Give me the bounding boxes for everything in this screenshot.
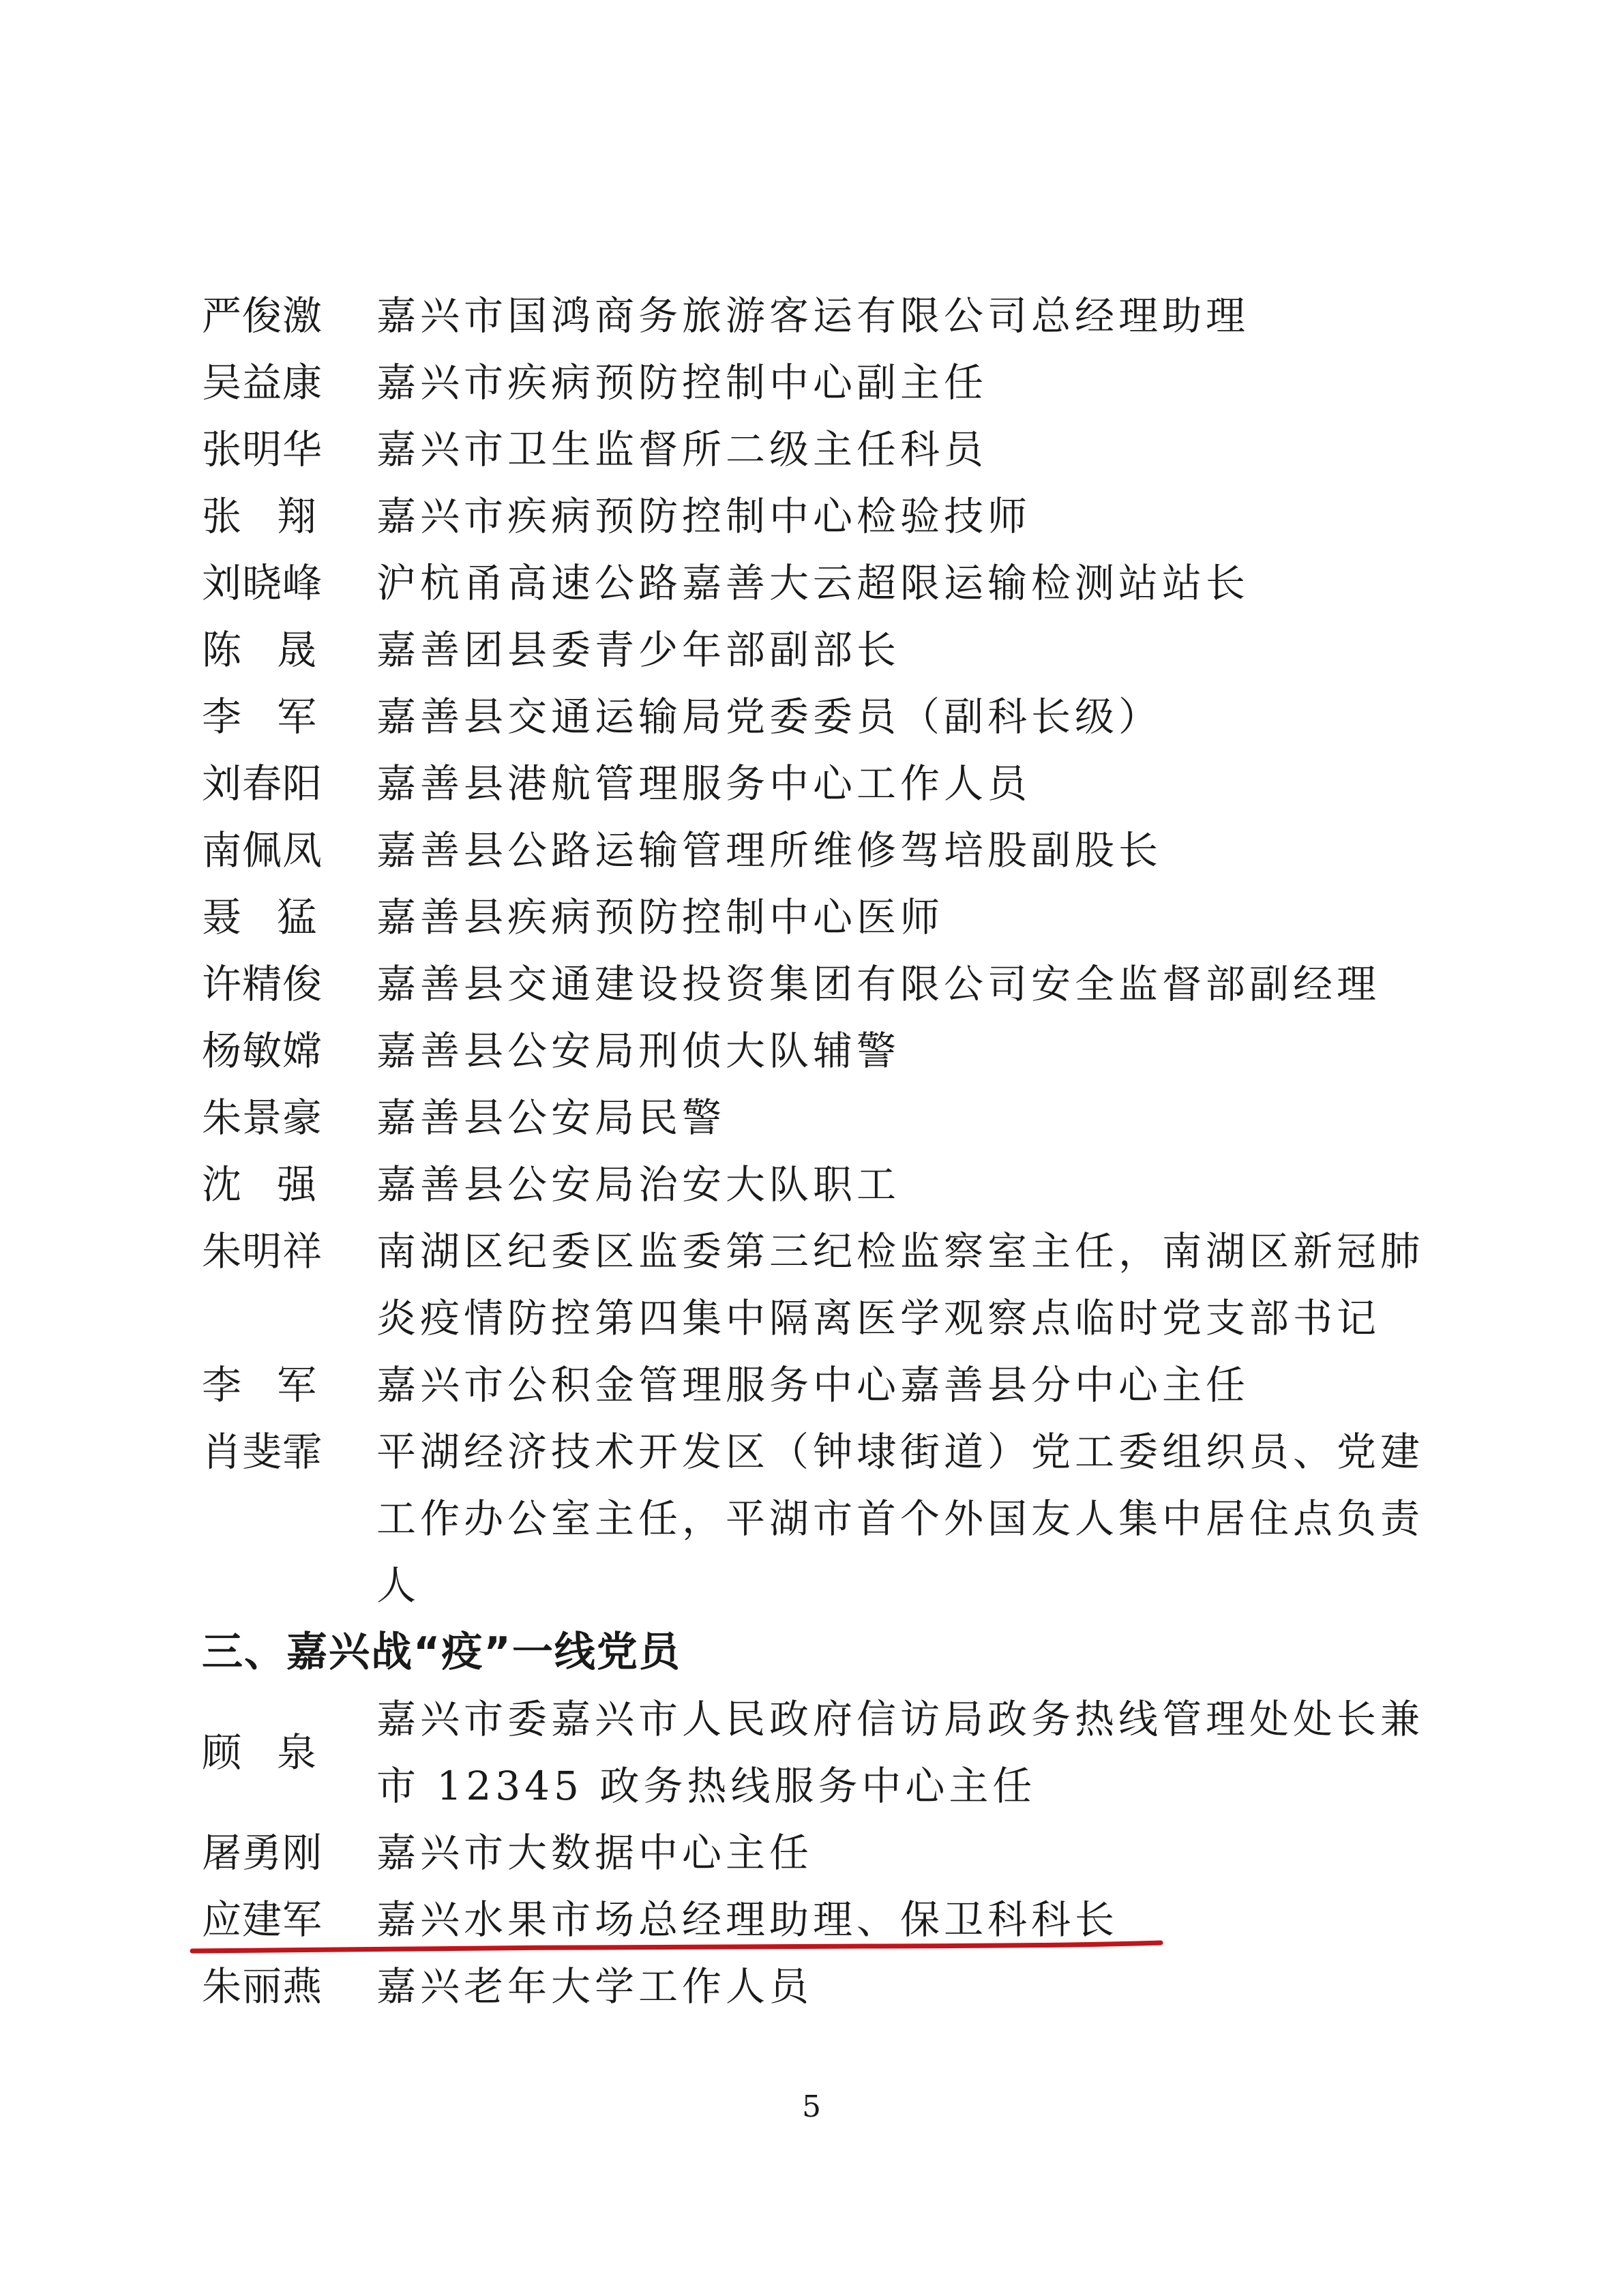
list-item-continuation — [0, 1753, 1623, 1819]
person-title: 嘉兴市国鸿商务旅游客运有限公司总经理助理 — [376, 293, 1250, 339]
person-name: 李军 — [202, 1362, 353, 1408]
person-name: 严俊激 — [202, 293, 323, 339]
person-name: 张明华 — [202, 426, 323, 473]
section-heading: 三、嘉兴战“疫”一线党员 — [202, 1628, 681, 1676]
list-item — [0, 616, 1623, 683]
person-title: 嘉兴市大数据中心主任 — [376, 1830, 814, 1876]
list-item — [0, 1218, 1623, 1285]
person-title: 嘉兴水果市场总经理助理、保卫科科长 — [376, 1896, 1119, 1943]
list-item — [0, 349, 1623, 416]
list-item — [0, 1819, 1623, 1886]
list-item — [0, 750, 1623, 817]
person-title: 嘉兴市卫生监督所二级主任科员 — [376, 426, 988, 473]
person-title: 嘉善县公路运输管理所维修驾培股副股长 — [376, 827, 1163, 874]
person-name: 屠勇刚 — [202, 1830, 323, 1876]
list-item — [0, 282, 1623, 349]
person-title: 南湖区纪委区监委第三纪检监察室主任，南湖区新冠肺 — [376, 1228, 1425, 1274]
person-name: 应建军 — [202, 1896, 323, 1943]
person-title: 嘉兴市疾病预防控制中心副主任 — [376, 359, 988, 406]
person-title: 嘉善县公安局民警 — [376, 1094, 726, 1141]
person-name: 刘晓峰 — [202, 560, 323, 606]
person-name: 朱丽燕 — [202, 1963, 323, 2010]
person-title: 工作办公室主任，平湖市首个外国友人集中居住点负责 — [376, 1495, 1425, 1542]
person-title: 嘉兴市委嘉兴市人民政府信访局政务热线管理处处长兼 — [376, 1696, 1425, 1742]
person-title: 嘉善团县委青少年部副部长 — [376, 627, 901, 673]
person-name: 吴益康 — [202, 359, 323, 406]
person-name: 许精俊 — [202, 961, 323, 1007]
list-item-continuation — [0, 1552, 1623, 1619]
person-title: 炎疫情防控第四集中隔离医学观察点临时党支部书记 — [376, 1295, 1381, 1341]
person-name: 肖斐霏 — [202, 1429, 323, 1475]
person-title: 嘉善县疾病预防控制中心医师 — [376, 894, 944, 940]
person-name: 杨敏嫦 — [202, 1028, 323, 1074]
list-item — [0, 884, 1623, 951]
person-title: 市 12345 政务热线服务中心主任 — [376, 1763, 1037, 1809]
person-title: 嘉善县公安局刑侦大队辅警 — [376, 1028, 901, 1074]
person-name: 陈晟 — [202, 627, 353, 673]
section-heading-row — [0, 1619, 1623, 1686]
person-title: 嘉兴市疾病预防控制中心检验技师 — [376, 493, 1032, 539]
page-number: 5 — [802, 2089, 821, 2124]
list-item — [0, 1953, 1623, 2020]
list-item — [0, 683, 1623, 750]
list-item — [0, 1151, 1623, 1218]
list-item — [0, 951, 1623, 1017]
list-item — [0, 550, 1623, 616]
person-title: 人 — [376, 1562, 421, 1609]
person-title: 平湖经济技术开发区（钟埭街道）党工委组织员、党建 — [376, 1429, 1425, 1475]
person-title: 嘉善县交通运输局党委委员（副科长级） — [376, 694, 1163, 740]
person-name: 南佩凤 — [202, 827, 323, 874]
list-item — [0, 1017, 1623, 1084]
person-name: 沈强 — [202, 1161, 353, 1208]
red-underline-mark — [190, 1939, 1163, 1956]
list-item — [0, 817, 1623, 884]
person-name: 朱景豪 — [202, 1094, 323, 1141]
person-name: 李军 — [202, 694, 353, 740]
list-item — [0, 1352, 1623, 1418]
list-item-continuation — [0, 1485, 1623, 1552]
person-name: 顾泉 — [202, 1729, 353, 1776]
person-title: 嘉善县交通建设投资集团有限公司安全监督部副经理 — [376, 961, 1381, 1007]
list-item — [0, 483, 1623, 550]
person-name: 张翔 — [202, 493, 353, 539]
list-item — [0, 1418, 1623, 1485]
list-item — [0, 1084, 1623, 1151]
person-title: 嘉善县公安局治安大队职工 — [376, 1161, 901, 1208]
person-title: 沪杭甬高速公路嘉善大云超限运输检测站站长 — [376, 560, 1250, 606]
list-item-continuation — [0, 1285, 1623, 1352]
person-title: 嘉兴老年大学工作人员 — [376, 1963, 814, 2010]
person-title: 嘉兴市公积金管理服务中心嘉善县分中心主任 — [376, 1362, 1250, 1408]
person-name: 刘春阳 — [202, 760, 323, 807]
list-item — [0, 416, 1623, 483]
person-name: 聂猛 — [202, 894, 353, 940]
person-title: 嘉善县港航管理服务中心工作人员 — [376, 760, 1032, 807]
person-name: 朱明祥 — [202, 1228, 323, 1274]
